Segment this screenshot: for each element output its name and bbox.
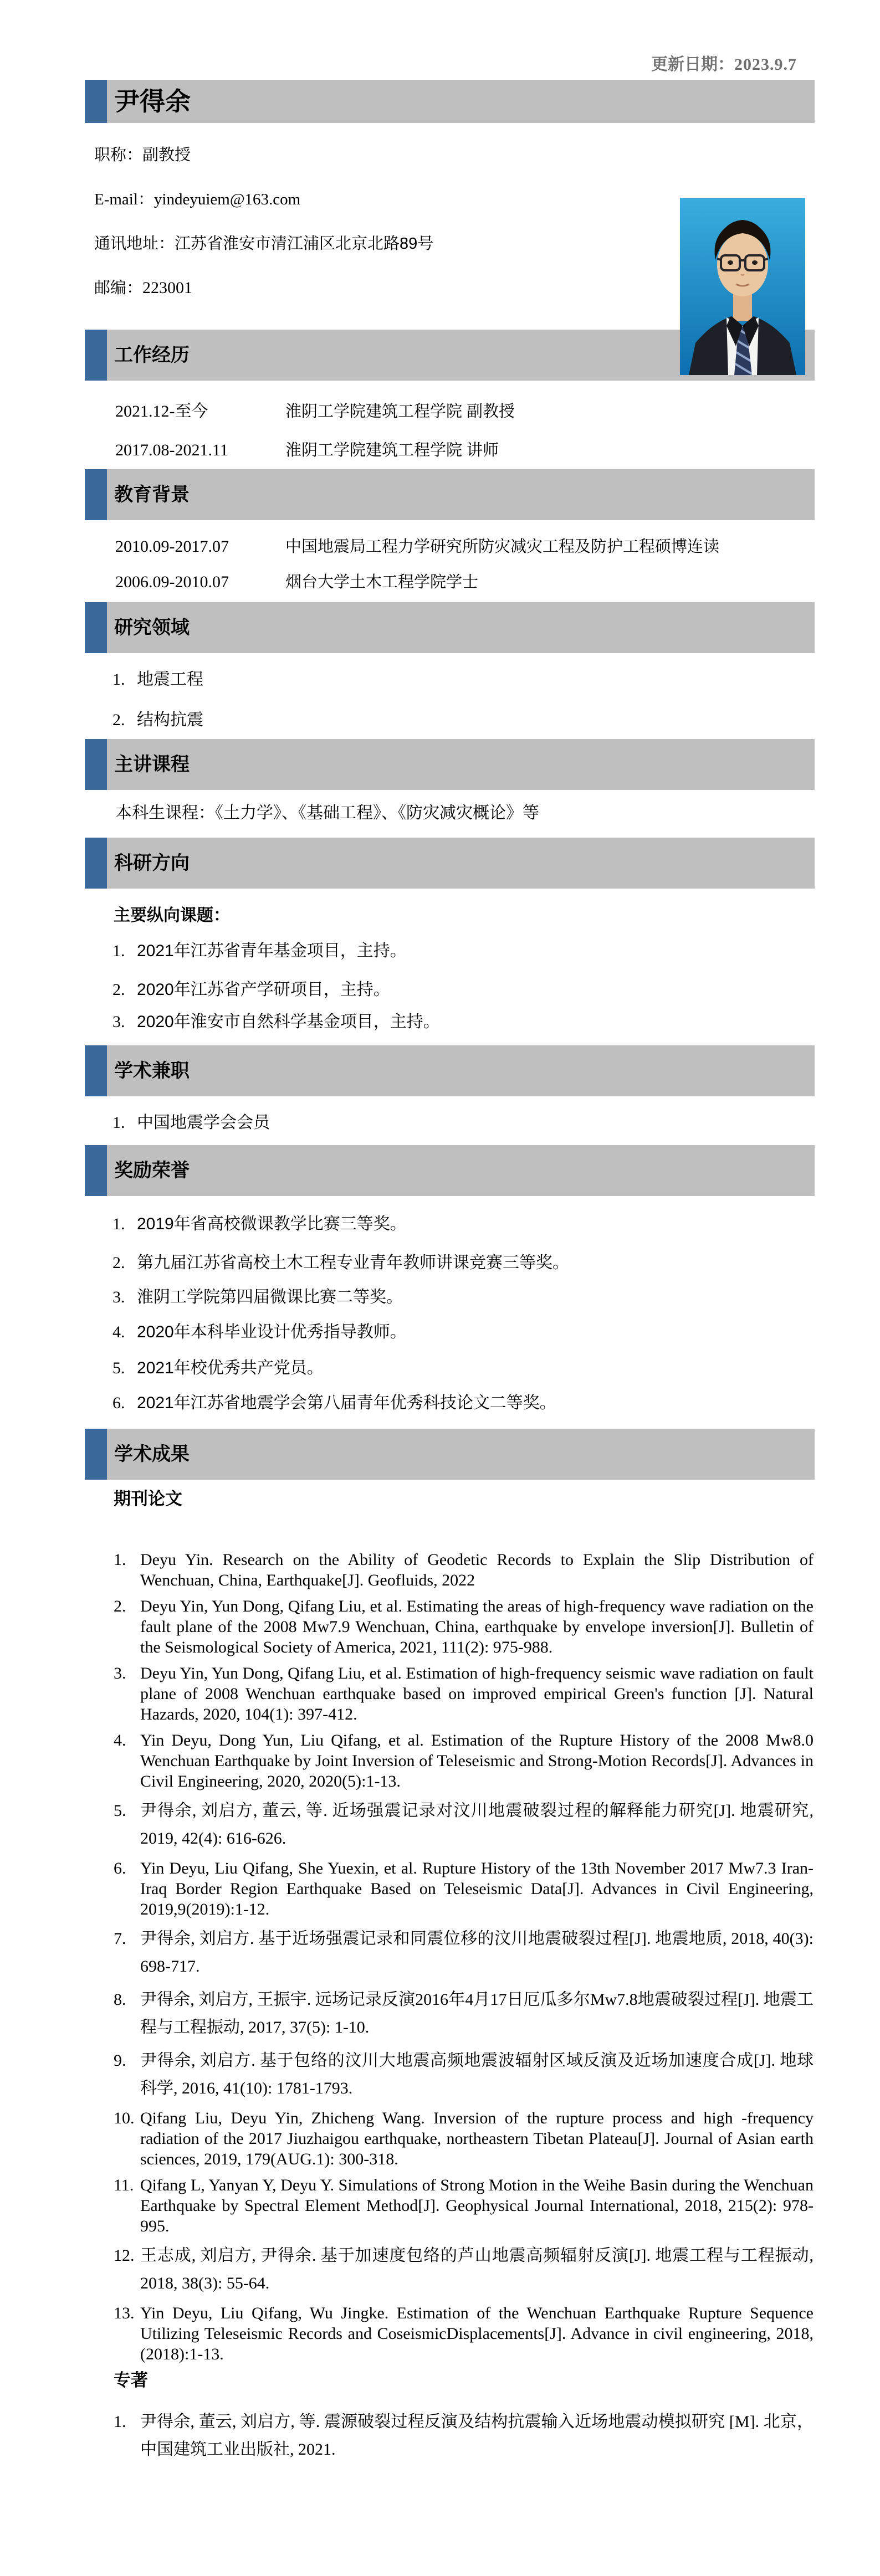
item-number: 1. <box>112 1215 125 1233</box>
item-text: 2020年本科毕业设计优秀指导教师。 <box>137 1323 407 1341</box>
paper-item <box>114 1730 814 1792</box>
item-text: 2019年省高校微课教学比赛三等奖。 <box>137 1215 407 1233</box>
item-number: 2. <box>112 981 125 999</box>
paper-item <box>114 1986 814 2041</box>
awards-list <box>112 1215 814 1412</box>
section-title: 教育背景 <box>114 484 190 505</box>
monograph-heading: 专著 <box>114 2370 148 2390</box>
paper-item <box>114 2108 814 2169</box>
item-number: 8. <box>114 1990 126 2009</box>
update-date <box>0 55 797 74</box>
item-number: 1. <box>114 2413 126 2431</box>
item-number: 2. <box>114 1597 126 1615</box>
item-number: 5. <box>114 1802 126 1820</box>
list-item <box>112 1394 814 1412</box>
item-number: 2. <box>112 1254 125 1272</box>
name-banner <box>85 80 815 123</box>
section-header-memberships <box>85 1045 815 1096</box>
section-header-education <box>85 469 815 520</box>
list-item <box>112 1013 814 1031</box>
item-text: Yin Deyu, Liu Qifang, Wu Jingke. Estimation of the Wenchuan Earthquake Rupture Sequence Utilizing Teleseismic Records and CoseismicDisplacements[J]. Advance in civil engineering, 2018,(2018):1-13. <box>140 2304 814 2363</box>
accent-block <box>85 469 107 520</box>
education-detail: 烟台大学土木工程学院学士 <box>285 573 479 591</box>
item-text: Qifang Liu, Deyu Yin, Zhicheng Wang. Inversion of the rupture process and high -frequency radiation of the 2017 Jiuzhaigou earthquake, northeastern Tibetan Plateau[J]. Journal of Asian earth sciences, 2019, 179(AUG.1): 300-318. <box>140 2109 814 2168</box>
contact-field-title: 职称：副教授 <box>94 146 191 164</box>
education-row <box>115 538 814 556</box>
work-period: 2017.08-2021.11 <box>115 441 228 459</box>
list-item <box>112 1215 814 1233</box>
work-detail: 淮阴工学院建筑工程学院 讲师 <box>285 442 499 459</box>
update-date-value: 2023.9.7 <box>734 55 797 74</box>
item-number: 4. <box>112 1323 125 1341</box>
item-number: 13. <box>114 2304 135 2322</box>
item-text: 中国地震学会会员 <box>137 1113 270 1132</box>
item-number: 3. <box>114 1664 126 1682</box>
work-rows <box>115 403 814 459</box>
section-title: 主讲课程 <box>114 754 190 775</box>
item-text: 尹得余, 刘启方. 基于包络的汶川大地震高频地震波辐射区域反演及近场加速度合成[J]. 地球科学, 2016, 41(10): 1781-1793. <box>140 2051 814 2097</box>
item-text: Deyu Yin. Research on the Ability of Geodetic Records to Explain the Slip Distribution of Wenchuan, China, Earthquake[J]. Geofluids, 2022 <box>140 1551 814 1589</box>
paper-item <box>114 2303 814 2364</box>
projects-subtitle: 主要纵向课题： <box>114 906 230 925</box>
accent-block <box>85 330 107 381</box>
item-number: 1. <box>112 1113 125 1132</box>
item-number: 9. <box>114 2051 126 2070</box>
work-detail: 淮阴工学院建筑工程学院 副教授 <box>285 403 515 420</box>
item-number: 10. <box>114 2109 135 2127</box>
item-number: 7. <box>114 1930 126 1948</box>
paper-item <box>114 1858 814 1920</box>
item-text: 尹得余, 刘启方, 王振宇. 远场记录反演2016年4月17日厄瓜多尔Mw7.8地震破裂过程[J]. 地震工程与工程振动, 2017, 37(5): 1-10. <box>140 1990 814 2036</box>
paper-item <box>114 1596 814 1658</box>
accent-block <box>85 602 107 653</box>
paper-item <box>114 1925 814 1980</box>
section-header-projects <box>85 838 815 889</box>
education-row <box>115 573 814 591</box>
work-row <box>115 442 814 459</box>
section-title: 学术成果 <box>114 1444 190 1465</box>
list-item <box>112 1114 814 1132</box>
section-title: 研究领域 <box>114 617 190 638</box>
research-fields-list <box>112 671 814 729</box>
update-date-label: 更新日期： <box>651 55 734 74</box>
education-period: 2006.09-2010.07 <box>115 573 229 591</box>
item-text: Deyu Yin, Yun Dong, Qifang Liu, et al. Estimating the areas of high-frequency wave radiation on the fault plane of the 2008 Mw7.9 Wenchuan, China, earthquake by envelope inversion[J]. Bulletin of the Seismological Society of America, 2021, 111(2): 975-988. <box>140 1597 814 1656</box>
item-text: 2020年江苏省产学研项目，主持。 <box>137 981 390 999</box>
item-text: 淮阴工学院第四届微课比赛二等奖。 <box>137 1288 403 1306</box>
item-text: 尹得余, 刘启方. 基于近场强震记录和同震位移的汶川地震破裂过程[J]. 地震地质, 2018, 40(3): 698-717. <box>140 1930 814 1975</box>
contact-field-postcode: 邮编：223001 <box>94 279 193 297</box>
item-number: 1. <box>112 670 125 689</box>
item-number: 6. <box>114 1859 126 1877</box>
item-number: 1. <box>112 942 125 960</box>
list-item <box>112 1323 814 1341</box>
item-text: 结构抗震 <box>137 711 203 729</box>
list-item <box>112 671 814 689</box>
item-text: 尹得余, 刘启方, 董云, 等. 近场强震记录对汶川地震破裂过程的解释能力研究[J]. 地震研究, 2019, 42(4): 616-626. <box>140 1802 814 1848</box>
section-header-courses <box>85 739 815 790</box>
work-row <box>115 403 814 420</box>
contact-field-address: 通讯地址：江苏省淮安市清江浦区北京北路89号 <box>94 235 434 253</box>
item-text: 地震工程 <box>137 670 203 689</box>
item-text: 王志成, 刘启方, 尹得余. 基于加速度包络的芦山地震高频辐射反演[J]. 地震工程与工程振动, 2018, 38(3): 55-64. <box>140 2246 814 2292</box>
item-text: Qifang L, Yanyan Y, Deyu Y. Simulations of Strong Motion in the Weihe Basin during the Wenchuan Earthquake by Spectral Element Method[J]. Geophysical Journal International, 2018, 215(2): 978-995. <box>140 2176 814 2235</box>
section-title: 奖励荣誉 <box>114 1160 190 1181</box>
accent-block <box>85 1145 107 1196</box>
education-detail: 中国地震局工程力学研究所防灾减灾工程及防护工程硕博连读 <box>285 538 720 556</box>
accent-block <box>85 1045 107 1096</box>
accent-block <box>85 739 107 790</box>
item-number: 11. <box>114 2176 134 2194</box>
item-number: 4. <box>114 1731 126 1749</box>
paper-item <box>114 1797 814 1853</box>
item-number: 12. <box>114 2246 135 2265</box>
item-text: 2020年淮安市自然科学基金项目，主持。 <box>137 1013 440 1031</box>
monograph-item <box>114 2408 814 2464</box>
item-text: 尹得余, 董云, 刘启方, 等. 震源破裂过程反演及结构抗震输入近场地震动模拟研究 [M]. 北京，中国建筑工业出版社, 2021. <box>140 2413 814 2459</box>
item-number: 3. <box>112 1288 125 1306</box>
accent-block <box>85 838 107 889</box>
section-header-research-fields <box>85 602 815 653</box>
education-rows <box>115 538 814 591</box>
work-period: 2021.12-至今 <box>115 402 208 420</box>
item-number: 2. <box>112 711 125 729</box>
item-text: 2021年江苏省地震学会第八届青年优秀科技论文二等奖。 <box>137 1394 556 1412</box>
item-text: Deyu Yin, Yun Dong, Qifang Liu, et al. Estimation of high-frequency seismic wave radiation on fault plane of 2008 Wenchuan earthquake based on improved empirical Green's function [J]. Natural Hazards, 2020, 104(1): 397-412. <box>140 1664 814 1723</box>
projects-list <box>112 942 814 1031</box>
journal-papers-heading: 期刊论文 <box>114 1489 182 1508</box>
section-title: 科研方向 <box>114 853 190 874</box>
paper-item <box>114 1663 814 1725</box>
paper-item <box>114 2175 814 2236</box>
section-header-achievements <box>85 1429 815 1480</box>
list-item <box>112 942 814 960</box>
item-number: 3. <box>112 1013 125 1031</box>
profile-photo <box>680 198 805 375</box>
contact-field-email: E-mail：yindeyuiem@163.com <box>94 191 301 208</box>
list-item <box>112 981 814 999</box>
accent-block <box>85 80 107 123</box>
memberships-list <box>112 1114 814 1132</box>
education-period: 2010.09-2017.07 <box>115 537 229 556</box>
item-text: Yin Deyu, Liu Qifang, She Yuexin, et al. Rupture History of the 13th November 2017 Mw7.3 Iran-Iraq Border Region Earthquake Based on Teleseismic Data[J]. Advances in Civil Engineering, 2019,9(2019):1-12. <box>140 1859 814 1918</box>
section-header-awards <box>85 1145 815 1196</box>
item-number: 1. <box>114 1551 126 1569</box>
item-text: 2021年江苏省青年基金项目，主持。 <box>137 942 407 960</box>
item-text: 第九届江苏省高校土木工程专业青年教师讲课竞赛三等奖。 <box>137 1254 569 1272</box>
paper-item <box>114 1549 814 1590</box>
person-name: 尹得余 <box>114 87 191 116</box>
list-item <box>112 1254 814 1272</box>
portrait-illustration <box>680 198 805 375</box>
list-item <box>112 1289 814 1306</box>
paper-item <box>114 2242 814 2297</box>
item-text: Yin Deyu, Dong Yun, Liu Qifang, et al. Estimation of the Rupture History of the 2008 Mw8.0 Wenchuan Earthquake by Joint Inversion of Teleseismic and Strong-Motion Records[J]. Advances in Civil Engineering, 2020, 2020(5):1-13. <box>140 1731 814 1790</box>
paper-item <box>114 2047 814 2102</box>
monograph-list <box>114 2408 814 2464</box>
item-text: 2021年校优秀共产党员。 <box>137 1359 324 1377</box>
item-number: 5. <box>112 1359 125 1377</box>
journal-papers-list <box>114 1549 814 2364</box>
section-title: 学术兼职 <box>114 1060 190 1081</box>
item-number: 6. <box>112 1394 125 1412</box>
list-item <box>112 1359 814 1377</box>
courses-text: 本科生课程：《土力学》、《基础工程》、《防灾减灾概论》等 <box>115 804 539 822</box>
list-item <box>112 711 814 729</box>
accent-block <box>85 1429 107 1480</box>
section-title: 工作经历 <box>114 345 190 366</box>
